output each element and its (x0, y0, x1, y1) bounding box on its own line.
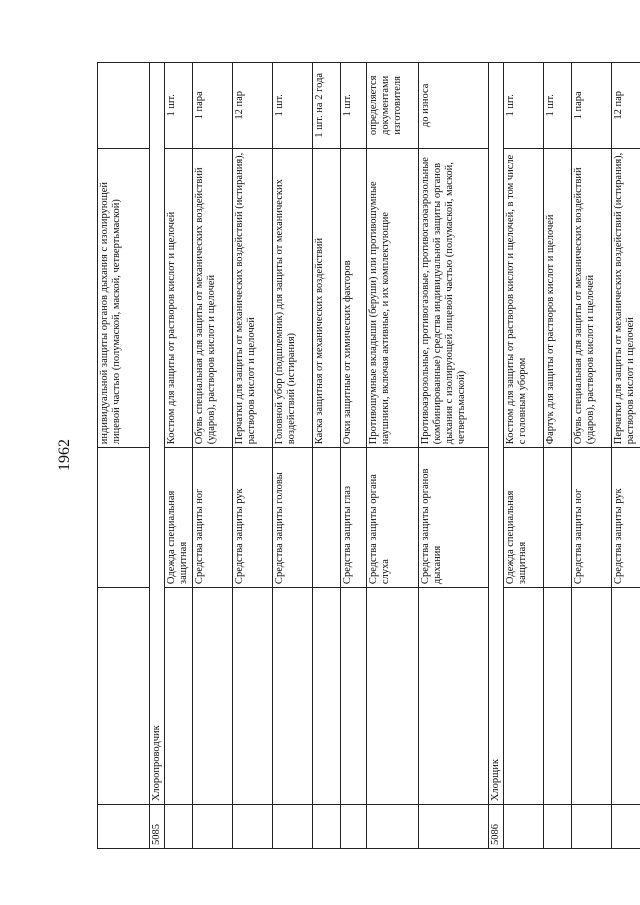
table-row (572, 63, 612, 849)
profession-cell (419, 588, 489, 805)
category-cell (313, 448, 341, 588)
category-cell: Средства защиты органов дыхания (419, 448, 489, 588)
category-cell: Средства защиты рук (612, 448, 640, 588)
qty-cell: определяется документами изготовителя (367, 63, 419, 149)
qty-cell (98, 63, 150, 149)
profession-cell (504, 588, 544, 805)
profession-cell (233, 588, 273, 805)
table-row (193, 63, 233, 849)
profession-cell (612, 588, 640, 805)
table-row (233, 63, 273, 849)
item-cell: Противошумные вкладыши (беруши) или противошумные наушники, включая активные, и их комплектующие (367, 148, 419, 448)
profession-cell (193, 588, 233, 805)
page-number: 1962 (56, 439, 73, 471)
table-row (98, 63, 150, 849)
ppe-norms-table (97, 62, 640, 849)
table-body (98, 63, 640, 849)
item-cell: Головной убор (подшлемник) для защиты от механических воздействий (истирания) (273, 148, 313, 448)
category-cell: Средства защиты органа слуха (367, 448, 419, 588)
item-cell: Обувь специальная для защиты от механических воздействий (ударов), растворов кислот и щелочей (193, 148, 233, 448)
profession-cell: Хлоропроводчик (150, 63, 165, 805)
item-cell: Обувь специальная для защиты от механических воздействий (ударов), растворов кислот и щелочей (572, 148, 612, 448)
table-row (341, 63, 367, 849)
item-cell: Очки защитные от химических факторов (341, 148, 367, 448)
qty-cell: 12 пар (612, 63, 640, 149)
profession-row (489, 63, 504, 849)
profession-cell (572, 588, 612, 805)
code-cell (612, 805, 640, 849)
code-cell: 5085 (150, 805, 165, 849)
code-cell (341, 805, 367, 849)
rotated-page-content (97, 62, 636, 849)
item-cell: Костюм для защиты от растворов кислот и щелочей, в том числе с головным убором (504, 148, 544, 448)
category-cell: Одежда специальная защитная (165, 448, 193, 588)
item-cell: Каска защитная от механических воздействий (313, 148, 341, 448)
code-cell (165, 805, 193, 849)
code-cell (504, 805, 544, 849)
qty-cell: 1 пара (193, 63, 233, 149)
item-cell: индивидуальной защиты органов дыхания с изолирующей лицевой частью (полумаской, маской, четвертьмаской) (98, 148, 150, 448)
item-cell: Фартук для защиты от растворов кислот и щелочей (544, 148, 572, 448)
table-row (313, 63, 341, 849)
qty-cell: 1 шт. (341, 63, 367, 149)
item-cell: Перчатки для защиты от механических воздействий (истирания), растворов кислот и щелочей (612, 148, 640, 448)
code-cell (193, 805, 233, 849)
category-cell: Средства защиты головы (273, 448, 313, 588)
profession-cell (341, 588, 367, 805)
table-row (612, 63, 640, 849)
code-cell (419, 805, 489, 849)
code-cell: 5086 (489, 805, 504, 849)
category-cell: Средства защиты глаз (341, 448, 367, 588)
category-cell (544, 448, 572, 588)
category-cell: Одежда специальная защитная (504, 448, 544, 588)
profession-cell (98, 588, 150, 805)
table-row (544, 63, 572, 849)
qty-cell: 1 шт. (504, 63, 544, 149)
table-row (419, 63, 489, 849)
category-cell (98, 448, 150, 588)
code-cell (273, 805, 313, 849)
profession-cell (273, 588, 313, 805)
item-cell: Противоаэрозольные, противогазовые, противогазоаэрозольные (комбинированные) средства индивидуальной защиты органов дыхания с изолирующей лицевой частью (полумаской, маской, четвертьмаской) (419, 148, 489, 448)
item-cell: Перчатки для защиты от механических воздействий (истирания), растворов кислот и щелочей (233, 148, 273, 448)
table-row (273, 63, 313, 849)
item-cell: Костюм для защиты от растворов кислот и щелочей (165, 148, 193, 448)
qty-cell: 1 шт. (544, 63, 572, 149)
code-cell (572, 805, 612, 849)
profession-cell (367, 588, 419, 805)
code-cell (313, 805, 341, 849)
code-cell (544, 805, 572, 849)
table-row (165, 63, 193, 849)
profession-cell: Хлорщик (489, 63, 504, 805)
profession-cell (544, 588, 572, 805)
qty-cell: 1 шт. (165, 63, 193, 149)
profession-row (150, 63, 165, 849)
code-cell (98, 805, 150, 849)
code-cell (233, 805, 273, 849)
category-cell: Средства защиты ног (572, 448, 612, 588)
qty-cell: до износа (419, 63, 489, 149)
qty-cell: 12 пар (233, 63, 273, 149)
qty-cell: 1 шт. на 2 года (313, 63, 341, 149)
profession-cell (313, 588, 341, 805)
category-cell: Средства защиты ног (193, 448, 233, 588)
table-row (504, 63, 544, 849)
category-cell: Средства защиты рук (233, 448, 273, 588)
table-row (367, 63, 419, 849)
code-cell (367, 805, 419, 849)
qty-cell: 1 шт. (273, 63, 313, 149)
qty-cell: 1 пара (572, 63, 612, 149)
profession-cell (165, 588, 193, 805)
